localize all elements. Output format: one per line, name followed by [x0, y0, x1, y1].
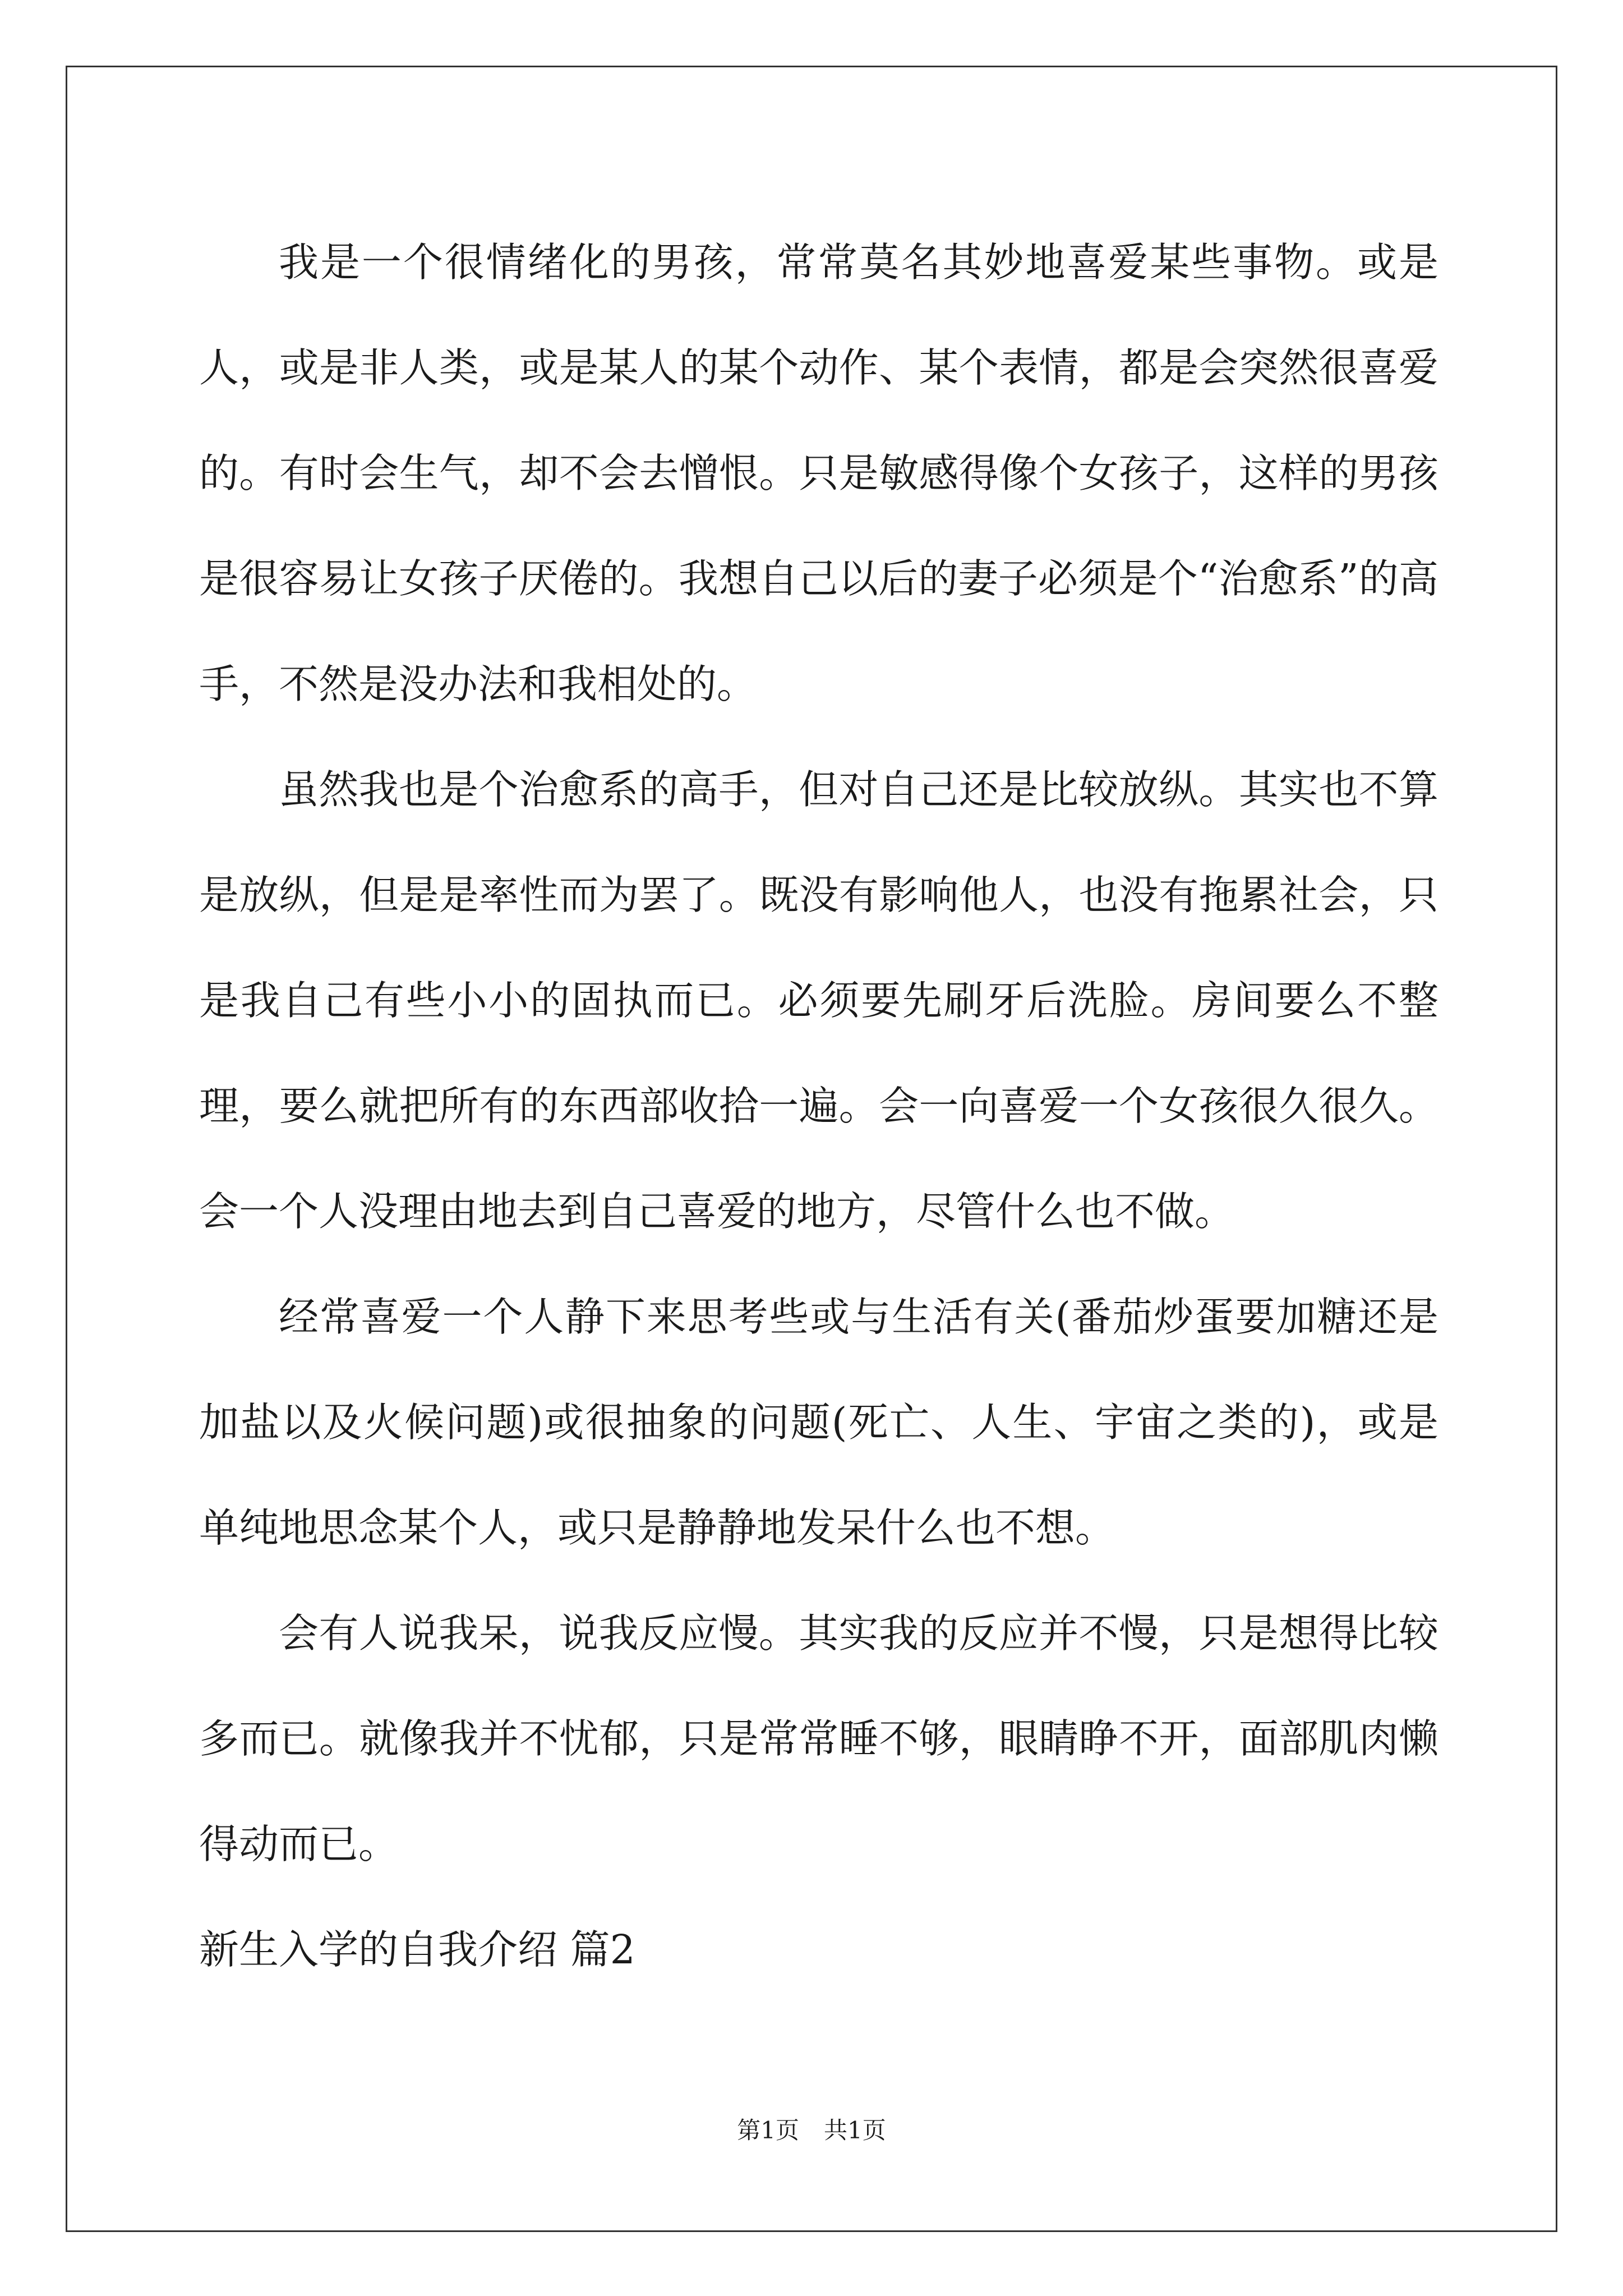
paragraph-1: 我是一个很情绪化的男孩，常常莫名其妙地喜爱某些事物。或是人，或是非人类，或是某人的某个动作、某个表情，都是会突然很喜爱的。有时会生气，却不会去憎恨。只是敏感得像个女孩子，这样的男孩是很容易让女孩子厌倦的。我想自己以后的妻子必须是个“治愈系”的高手，不然是没办法和我相处的。 — [199, 239, 1438, 707]
paragraph-2: 虽然我也是个治愈系的高手，但对自己还是比较放纵。其实也不算是放纵，但是是率性而为罢了。既没有影响他人，也没有拖累社会，只是我自己有些小小的固执而已。必须要先刷牙后洗脸。房间要么不整理，要么就把所有的东西部收拾一遍。会一向喜爱一个女孩很久很久。会一个人没理由地去到自己喜爱的地方，尽管什么也不做。 — [199, 766, 1438, 1235]
paragraph-4: 会有人说我呆，说我反应慢。其实我的反应并不慢，只是想得比较多而已。就像我并不忧郁，只是常常睡不够，眼睛睁不开，面部肌肉懒得动而已。 — [199, 1610, 1438, 1867]
document-body — [199, 210, 1438, 2003]
paragraph-3: 经常喜爱一个人静下来思考些或与生活有关(番茄炒蛋要加糖还是加盐以及火候问题)或很抽象的问题(死亡、人生、宇宙之类的)，或是单纯地思念某个人，或只是静静地发呆什么也不想。 — [199, 1294, 1438, 1551]
page-footer — [0, 2112, 1623, 2146]
page-number: 第1页 — [737, 2116, 799, 2144]
page-total: 共1页 — [824, 2116, 886, 2144]
section-heading: 新生入学的自我介绍 篇2 — [199, 1926, 635, 1973]
